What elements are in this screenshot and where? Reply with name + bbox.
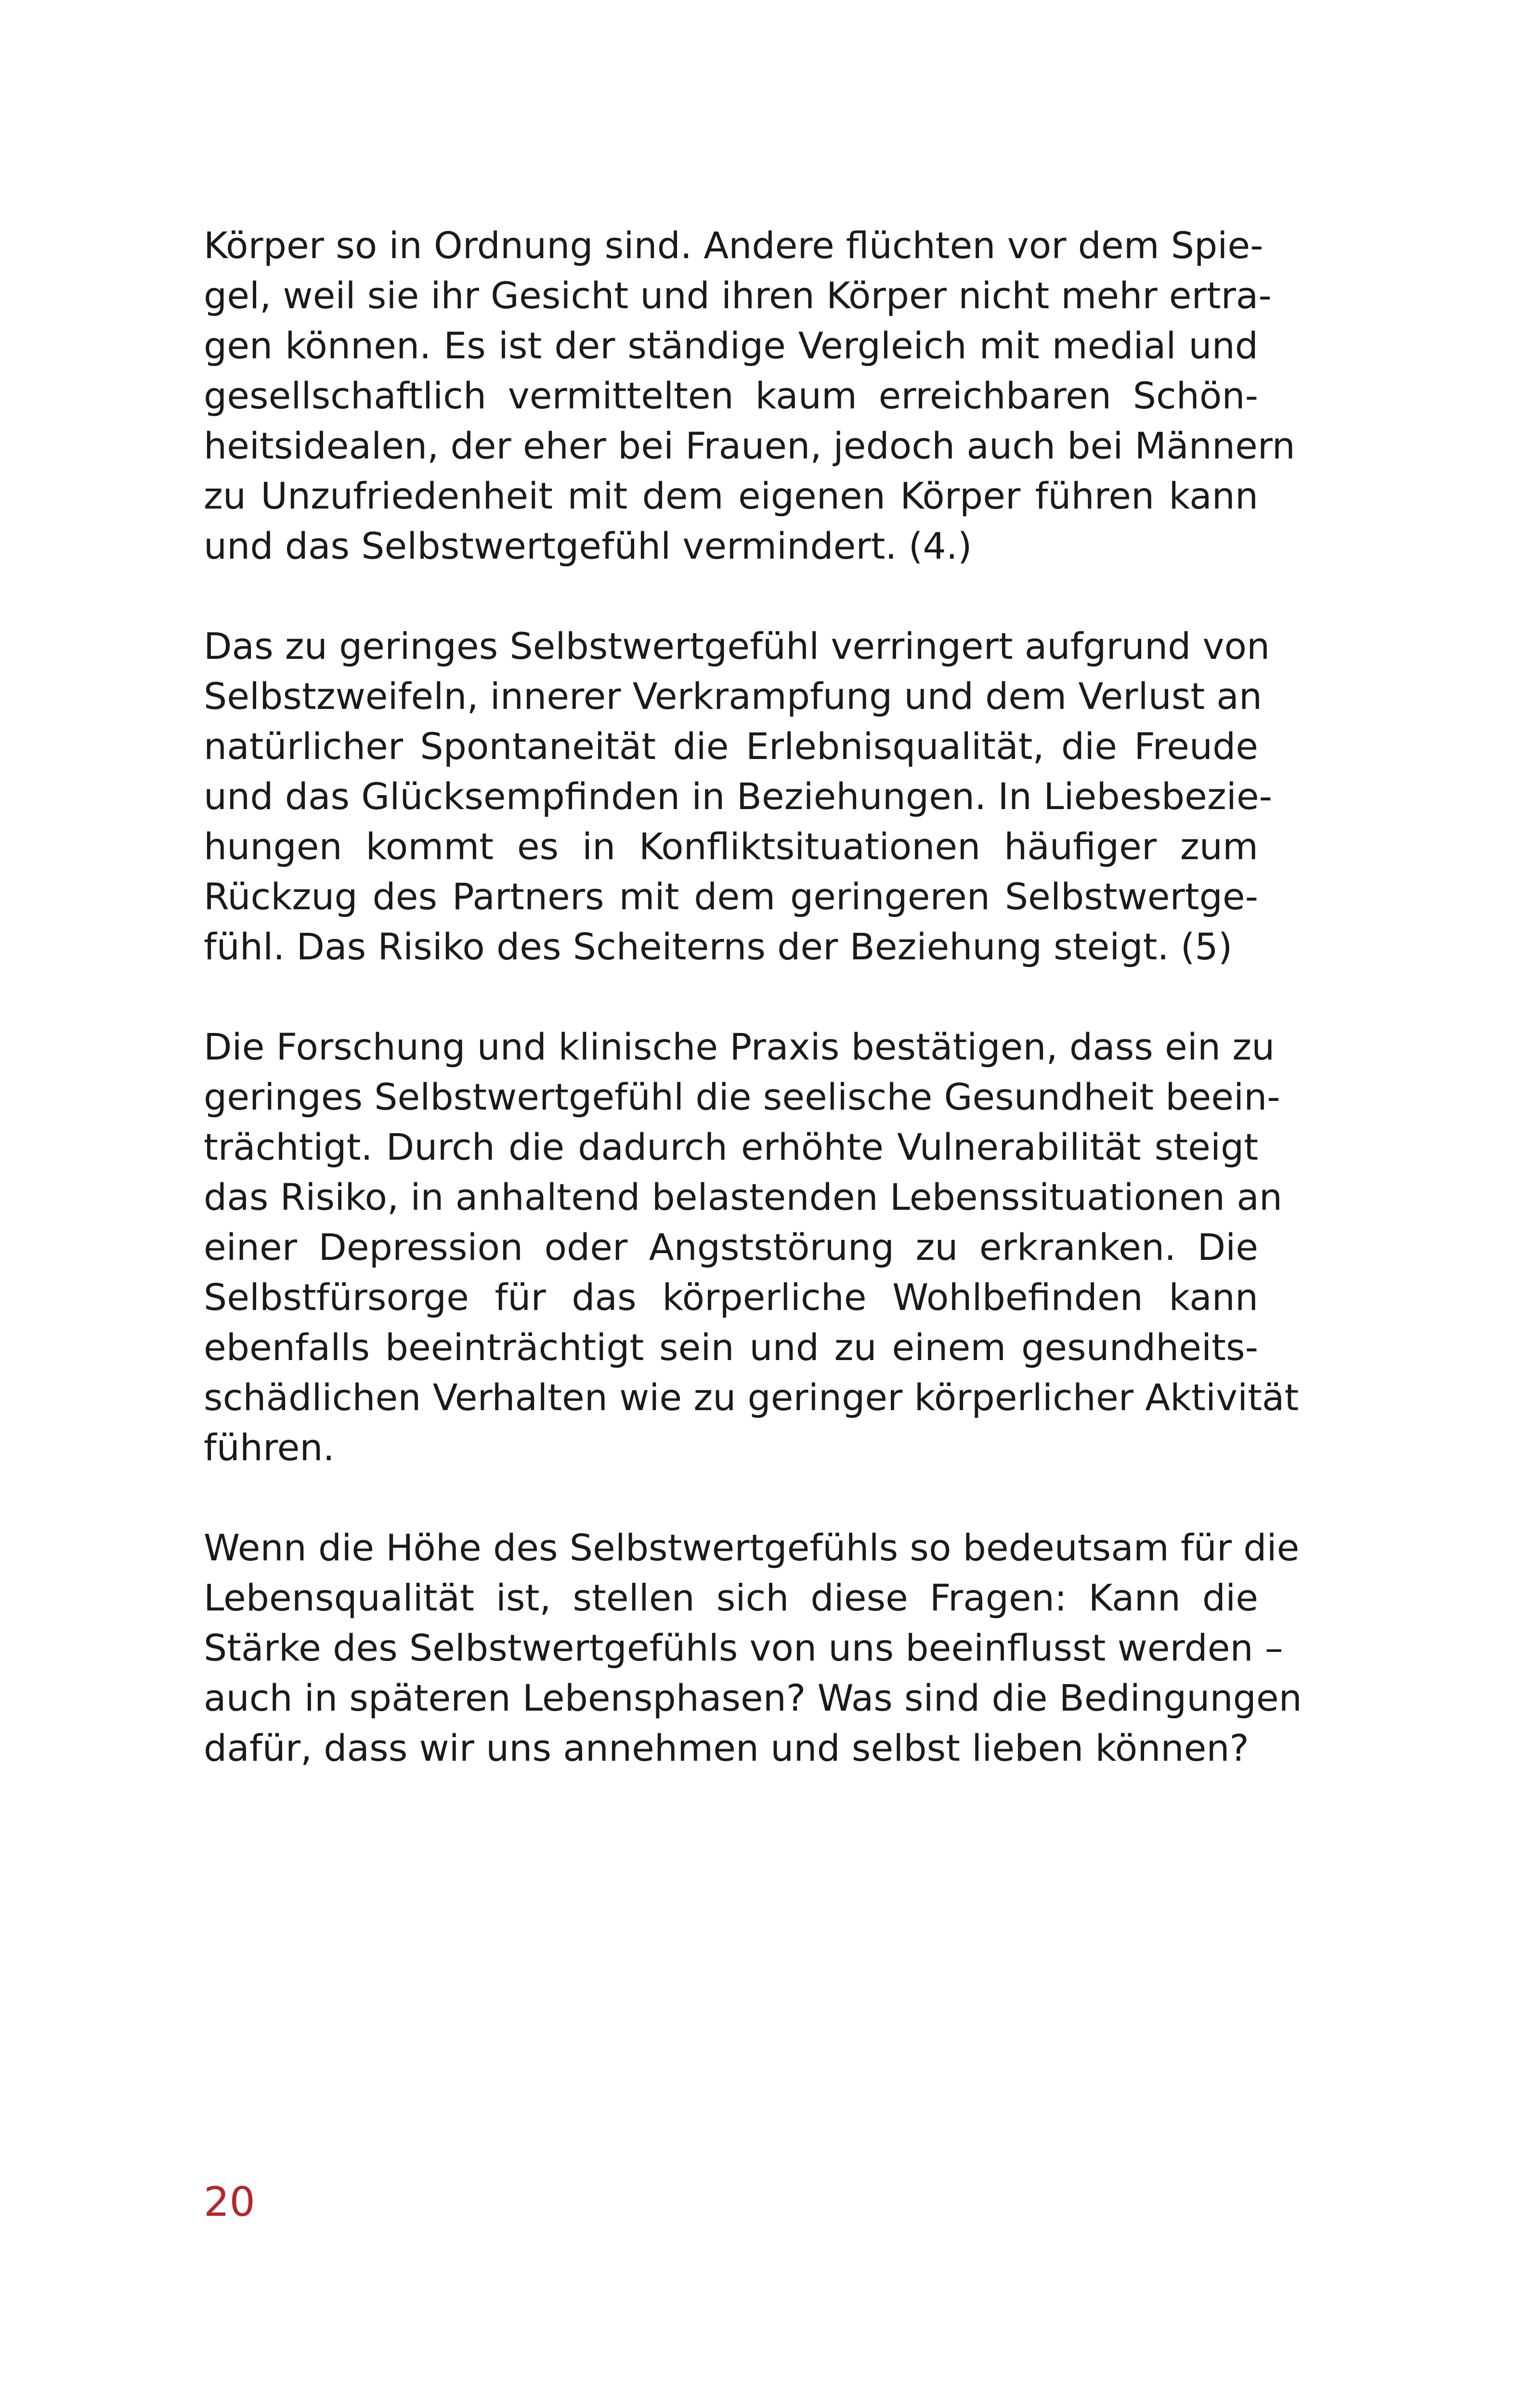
- text-line: und das Glücksempfinden in Beziehungen. In Liebesbezie-: [204, 775, 1273, 818]
- page-number: 20: [204, 2178, 255, 2225]
- text-line: hungen kommt es in Konfliktsituationen häufiger zum: [204, 825, 1258, 868]
- text-line: gesellschaftlich vermittelten kaum erreichbaren Schön-: [204, 374, 1258, 417]
- text-line: fühl. Das Risiko des Scheiterns der Beziehung steigt. (5): [204, 925, 1233, 968]
- text-line: Die Forschung und klinische Praxis bestätigen, dass ein zu: [204, 1025, 1275, 1068]
- text-line: das Risiko, in anhaltend belastenden Lebenssituationen an: [204, 1176, 1282, 1218]
- text-line: und das Selbstwertgefühl vermindert. (4.): [204, 524, 972, 567]
- text-line: Wenn die Höhe des Selbstwertgefühls so bedeutsam für die: [204, 1526, 1300, 1569]
- text-line: einer Depression oder Angststörung zu erkranken. Die: [204, 1226, 1258, 1269]
- paragraph-4: [204, 1523, 1302, 1773]
- text-line: dafür, dass wir uns annehmen und selbst lieben können?: [204, 1727, 1249, 1769]
- text-line: ebenfalls beeinträchtigt sein und zu einem gesundheits-: [204, 1326, 1258, 1369]
- text-line: schädlichen Verhalten wie zu geringer körperlicher Aktivität: [204, 1376, 1299, 1419]
- text-line: Selbstzweifeln, innerer Verkrampfung und dem Verlust an: [204, 675, 1263, 718]
- text-line: geringes Selbstwertgefühl die seelische Gesundheit beein-: [204, 1075, 1280, 1118]
- text-line: Körper so in Ordnung sind. Andere flüchten vor dem Spie-: [204, 224, 1263, 267]
- paragraph-3: [204, 1022, 1299, 1473]
- text-line: Das zu geringes Selbstwertgefühl verringert aufgrund von: [204, 625, 1270, 667]
- text-line: Stärke des Selbstwertgefühls von uns beeinflusst werden –: [204, 1626, 1283, 1669]
- text-line: Rückzug des Partners mit dem geringeren Selbstwertge-: [204, 875, 1258, 918]
- text-line: gen können. Es ist der ständige Vergleich mit medial und: [204, 324, 1258, 367]
- body-text: [204, 221, 1302, 1823]
- text-line: heitsidealen, der eher bei Frauen, jedoch auch bei Männern: [204, 424, 1295, 467]
- paragraph-2: [204, 621, 1273, 972]
- text-line: zu Unzufriedenheit mit dem eigenen Körper führen kann: [204, 474, 1258, 517]
- text-line: gel, weil sie ihr Gesicht und ihren Körper nicht mehr ertra-: [204, 274, 1272, 317]
- text-line: natürlicher Spontaneität die Erlebnisqualität, die Freude: [204, 725, 1258, 768]
- text-line: trächtigt. Durch die dadurch erhöhte Vulnerabilität steigt: [204, 1125, 1258, 1168]
- text-line: Selbstfürsorge für das körperliche Wohlbefinden kann: [204, 1276, 1258, 1319]
- text-line: auch in späteren Lebensphasen? Was sind die Bedingungen: [204, 1676, 1302, 1719]
- paragraph-1: [204, 221, 1295, 571]
- text-line: Lebensqualität ist, stellen sich diese Fragen: Kann die: [204, 1576, 1258, 1619]
- text-line: führen.: [204, 1426, 335, 1469]
